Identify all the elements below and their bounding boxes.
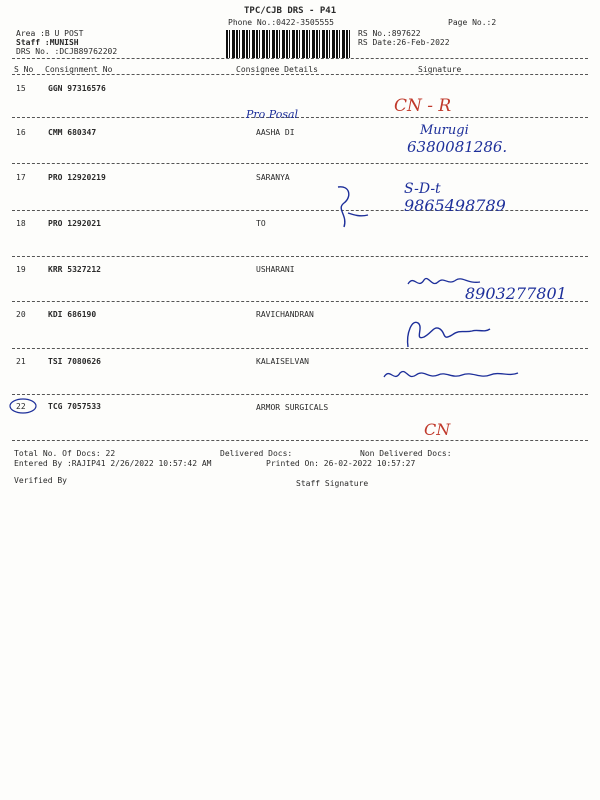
- row-sno: 15: [16, 84, 26, 93]
- staff-signature: Staff Signature: [296, 479, 369, 488]
- rs-number: RS No.:897622: [358, 29, 421, 38]
- row-sno: 19: [16, 265, 26, 274]
- row-consignment: CMM 680347: [48, 128, 97, 137]
- col-consignment-header: Consignment No: [45, 65, 113, 74]
- page-number: Page No.:2: [448, 18, 497, 27]
- drs-number: DRS No. :DCJB89762202: [16, 47, 118, 56]
- non-delivered-docs: Non Delivered Docs:: [360, 449, 452, 458]
- row-consignment: PRO 1292021: [48, 219, 101, 228]
- row-consignment: GGN 97316576: [48, 84, 106, 93]
- row-sno: 16: [16, 128, 26, 137]
- row-consignment: KDI 686190: [48, 310, 97, 319]
- verified-by: Verified By: [14, 476, 67, 485]
- sheet-title: TPC/CJB DRS - P41: [244, 6, 337, 16]
- handwritten-note: CN - R: [394, 96, 452, 116]
- row-consignment: TSI 7080626: [48, 357, 101, 366]
- row-sno: 18: [16, 219, 26, 228]
- row-consignee: RAVICHANDRAN: [256, 310, 314, 319]
- delivered-docs: Delivered Docs:: [220, 449, 293, 458]
- divider: [12, 74, 588, 75]
- row-consignee: TO: [256, 219, 266, 228]
- circle-mark-icon: [9, 398, 39, 414]
- row-consignment: TCG 7057533: [48, 402, 101, 411]
- handwritten-phone: 8903277801: [465, 284, 567, 303]
- row-consignee: KALAISELVAN: [256, 357, 309, 366]
- row-sno: 21: [16, 357, 26, 366]
- divider: [12, 440, 588, 441]
- row-consignee: AASHA DI: [256, 128, 295, 137]
- row-consignee: USHARANI: [256, 265, 295, 274]
- rs-date: RS Date:26-Feb-2022: [358, 38, 450, 47]
- signature-image: [382, 365, 522, 385]
- row-divider: [12, 117, 588, 118]
- col-signature-header: Signature: [418, 65, 462, 74]
- row-consignee: ARMOR SURGICALS: [256, 403, 329, 412]
- col-consignee-header: Consignee Details: [236, 65, 318, 74]
- signature-image: [402, 313, 492, 353]
- handwritten-phone: 9865498789: [404, 196, 506, 215]
- staff-label: Staff :MUNISH: [16, 38, 79, 47]
- handwritten-note: CN: [424, 420, 451, 439]
- total-docs: Total No. Of Docs: 22: [14, 449, 116, 458]
- row-consignee: SARANYA: [256, 173, 290, 182]
- col-sno-header: S No: [14, 65, 34, 74]
- handwritten-name: Murugi: [420, 123, 469, 138]
- handwritten-phone: 6380081286.: [407, 138, 508, 156]
- row-divider: [12, 163, 588, 164]
- row-sno: 17: [16, 173, 26, 182]
- row-consignment: KRR 5327212: [48, 265, 101, 274]
- entered-by: Entered By :RAJIP41 2/26/2022 10:57:42 AM: [14, 459, 212, 468]
- handwritten-code: S-D-t: [404, 181, 441, 197]
- row-divider: [12, 394, 588, 395]
- signature-image: [330, 183, 370, 233]
- row-divider: [12, 348, 588, 349]
- row-sno: 20: [16, 310, 26, 319]
- row-divider: [12, 256, 588, 257]
- row-consignment: PRO 12920219: [48, 173, 106, 182]
- row-sno: 22: [16, 402, 26, 411]
- phone-number: Phone No.:0422-3505555: [228, 18, 334, 27]
- divider: [12, 58, 588, 59]
- barcode-image: [226, 30, 350, 58]
- area-label: Area :B U POST: [16, 29, 84, 38]
- handwritten-note: Pro Posal: [246, 108, 299, 121]
- printed-on: Printed On: 26-02-2022 10:57:27: [266, 459, 416, 468]
